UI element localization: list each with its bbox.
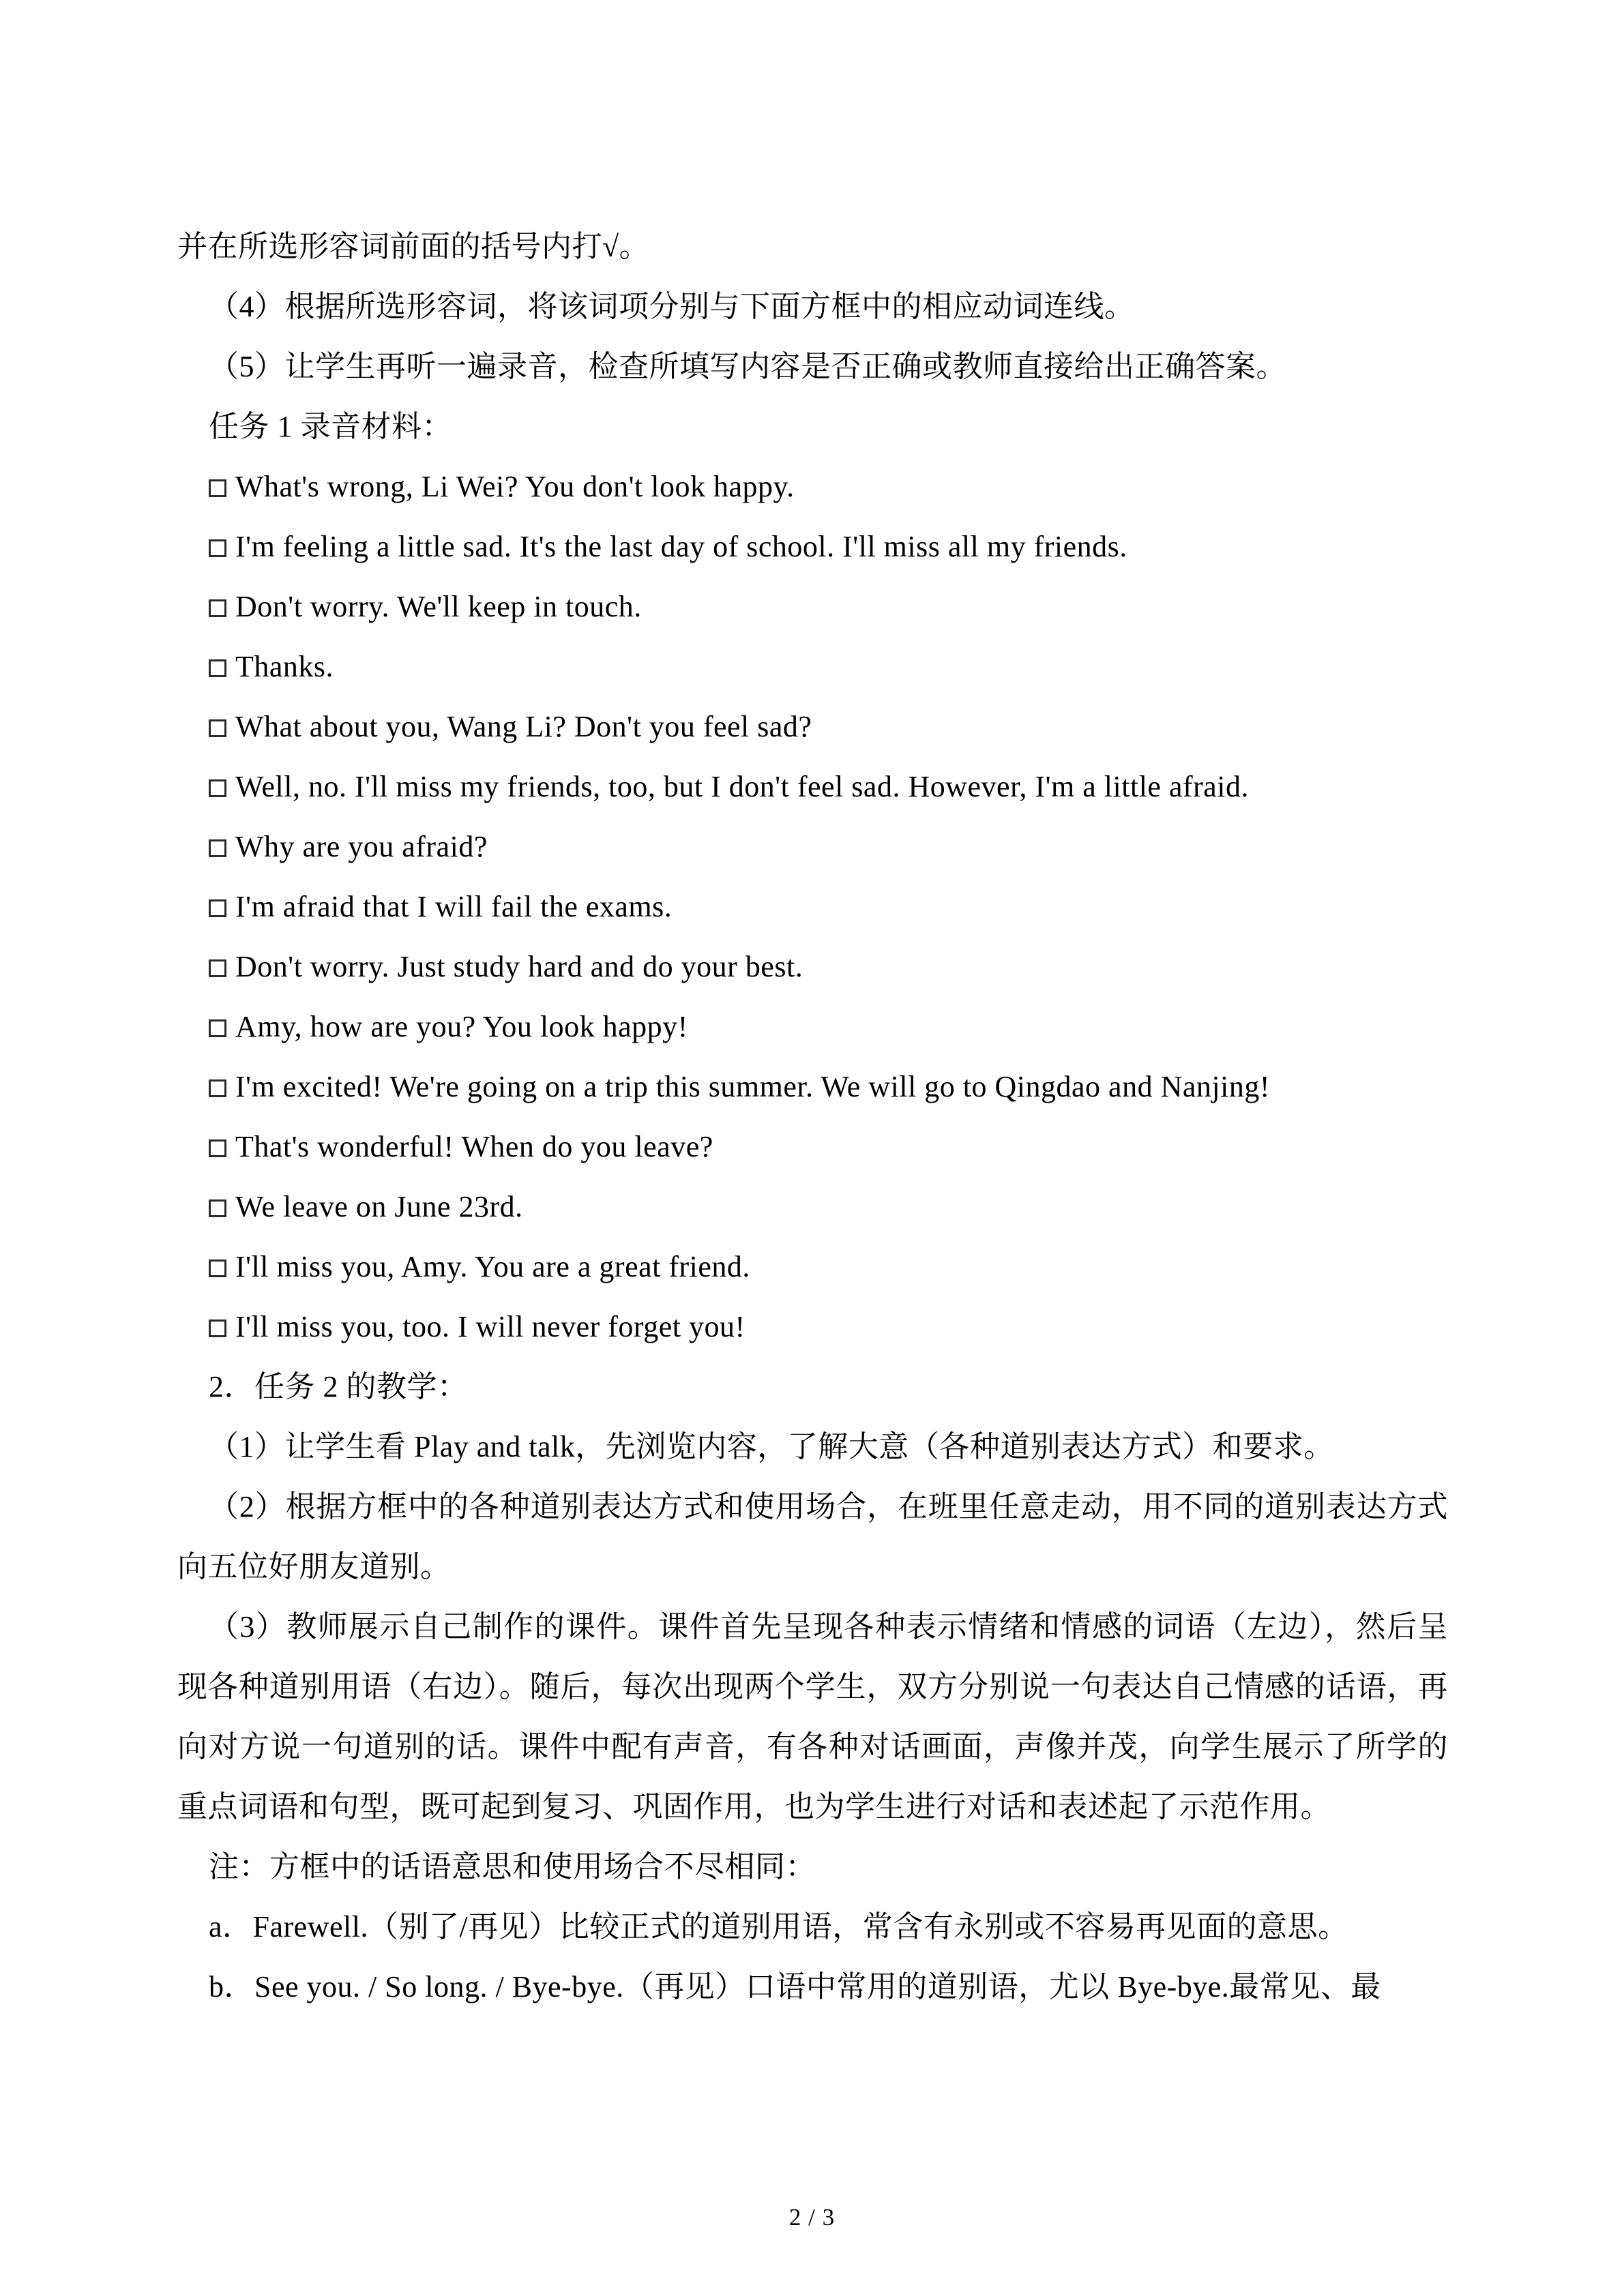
dialogue-line	[177, 637, 1448, 697]
dialogue-text: What about you, Wang Li? Don't you feel sad?	[235, 710, 812, 743]
checkbox-square-icon	[209, 779, 226, 797]
dialogue-line	[177, 937, 1448, 997]
paragraph: （5）让学生再听一遍录音，检查所填写内容是否正确或教师直接给出正确答案。	[209, 350, 1286, 383]
dialogue-text: Well, no. I'll miss my friends, too, but I don't feel sad. However, I'm a little afraid.	[235, 770, 1250, 803]
paragraph: 并在所选形容词前面的括号内打√。	[177, 230, 650, 263]
dialogue-text: Why are you afraid?	[235, 830, 488, 863]
dialogue-text: I'm feeling a little sad. It's the last day of school. I'll miss all my friends.	[235, 530, 1127, 563]
paragraph: （3）教师展示自己制作的课件。课件首先呈现各种表示情绪和情感的词语（左边），然后呈现各种道别用语（右边）。随后，每次出现两个学生，双方分别说一句表达自己情感的话语，再向对方说一句道别的话。课件中配有声音，有各种对话画面，声像并茂，向学生展示了所学的重点词语和句型，既可起到复习、巩固作用，也为学生进行对话和表述起了示范作用。	[177, 1610, 1448, 1823]
checkbox-square-icon	[209, 539, 226, 557]
checkbox-square-icon	[209, 719, 226, 737]
dialogue-line	[177, 1177, 1448, 1237]
note-item-b: b．See you. / So long. / Bye-bye.（再见）口语中常用的道别语，尤以 Bye-bye.最常见、最	[209, 1970, 1381, 2003]
checkbox-square-icon	[209, 1199, 226, 1217]
paragraph: （4）根据所选形容词，将该词项分别与下面方框中的相应动词连线。	[209, 290, 1135, 323]
task2-heading: 2．任务 2 的教学：	[209, 1370, 468, 1403]
dialogue-text: That's wonderful! When do you leave?	[235, 1130, 713, 1163]
dialogue-line	[177, 1237, 1448, 1297]
dialogue-line	[177, 577, 1448, 637]
note-heading: 注：方框中的话语意思和使用场合不尽相同：	[209, 1850, 816, 1883]
checkbox-square-icon	[209, 959, 226, 977]
dialogue-line	[177, 1297, 1448, 1357]
paragraph: （2）根据方框中的各种道别表达方式和使用场合，在班里任意走动，用不同的道别表达方式向五位好朋友道别。	[177, 1490, 1448, 1583]
checkbox-square-icon	[209, 479, 226, 497]
dialogue-text: Don't worry. We'll keep in touch.	[235, 590, 642, 623]
checkbox-square-icon	[209, 899, 226, 917]
dialogue-line	[177, 457, 1448, 517]
dialogue-line	[177, 877, 1448, 937]
checkbox-square-icon	[209, 1079, 226, 1097]
checkbox-square-icon	[209, 1320, 226, 1337]
checkbox-square-icon	[209, 1259, 226, 1277]
dialogue-line	[177, 1117, 1448, 1177]
dialogue-line	[177, 817, 1448, 877]
dialogue-text: Amy, how are you? You look happy!	[235, 1010, 688, 1043]
dialogue-text: I'll miss you, Amy. You are a great friend.	[235, 1250, 750, 1283]
checkbox-square-icon	[209, 1019, 226, 1037]
document-content	[177, 217, 1448, 2017]
paragraph: （1）让学生看 Play and talk，先浏览内容，了解大意（各种道别表达方式）和要求。	[209, 1430, 1334, 1463]
checkbox-square-icon	[209, 659, 226, 677]
dialogue-text: I'll miss you, too. I will never forget you!	[235, 1310, 745, 1343]
dialogue-text: I'm afraid that I will fail the exams.	[235, 890, 673, 923]
dialogue-line	[177, 517, 1448, 577]
checkbox-square-icon	[209, 839, 226, 857]
checkbox-square-icon	[209, 1139, 226, 1157]
dialogue-line	[177, 997, 1448, 1057]
page-footer	[0, 2204, 1624, 2231]
dialogue-text: Thanks.	[235, 650, 334, 683]
dialogue-line	[177, 1057, 1448, 1117]
dialogue-text: We leave on June 23rd.	[235, 1190, 523, 1223]
dialogue-line	[177, 757, 1448, 817]
dialogue-text: What's wrong, Li Wei? You don't look happy.	[235, 470, 795, 503]
page-number: 2 / 3	[788, 2204, 836, 2231]
dialogue-text: I'm excited! We're going on a trip this summer. We will go to Qingdao and Nanjing!	[235, 1070, 1270, 1103]
task1-heading: 任务 1 录音材料：	[209, 410, 452, 443]
note-item-a: a．Farewell.（别了/再见）比较正式的道别用语，常含有永别或不容易再见面的意思。	[209, 1910, 1348, 1943]
checkbox-square-icon	[209, 599, 226, 617]
dialogue-line	[177, 697, 1448, 757]
dialogue-text: Don't worry. Just study hard and do your best.	[235, 950, 803, 983]
